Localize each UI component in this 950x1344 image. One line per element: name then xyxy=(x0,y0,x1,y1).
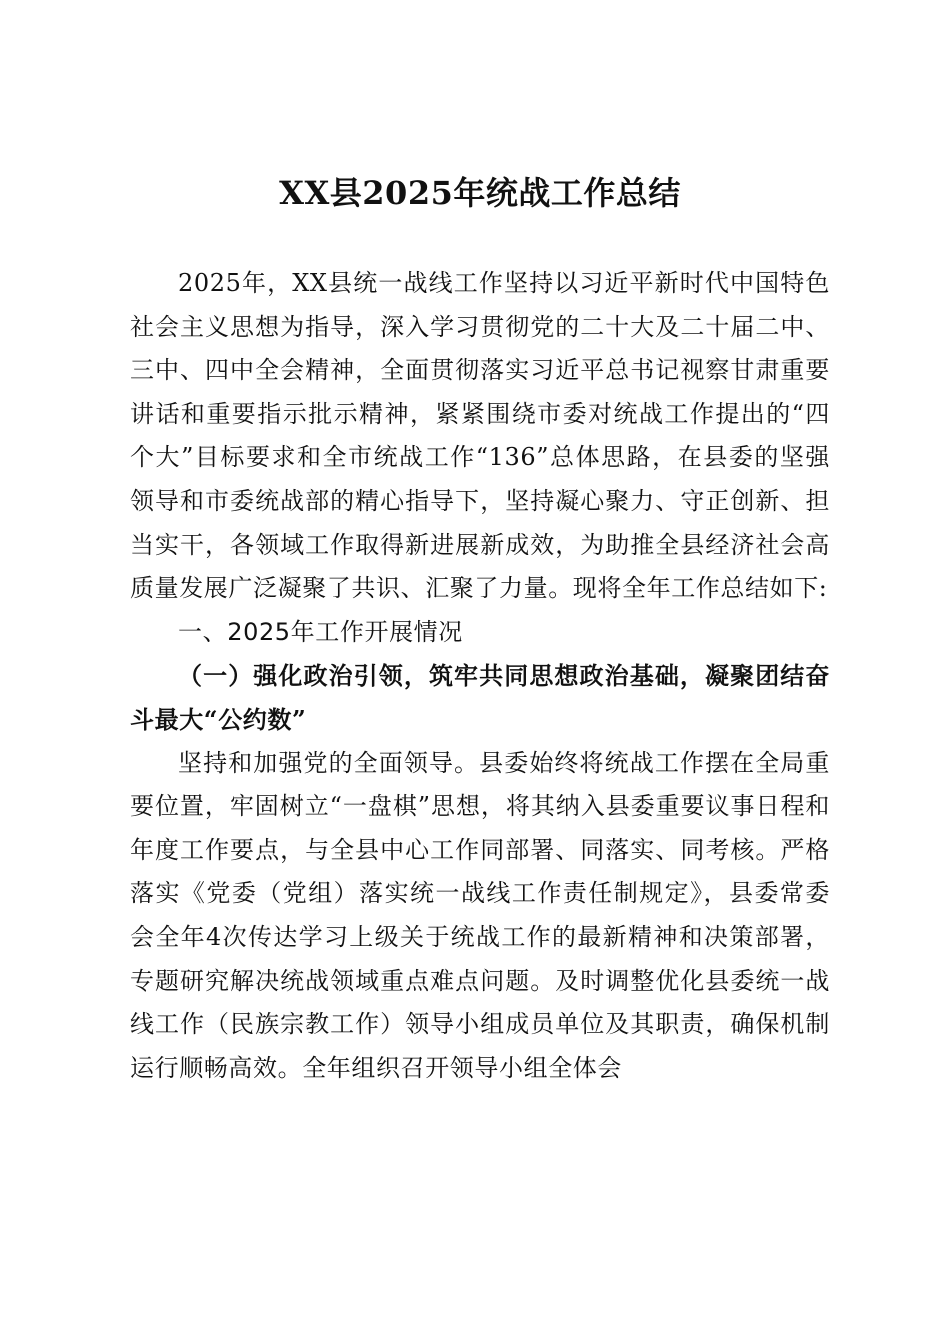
subsection-heading: （一）强化政治引领，筑牢共同思想政治基础，凝聚团结奋斗最大“公约数” xyxy=(130,661,830,734)
section-heading: 一、2025年工作开展情况 xyxy=(178,617,463,646)
intro-paragraph: 2025年，XX县统一战线工作坚持以习近平新时代中国特色社会主义思想为指导，深入学习贯彻党的二十大及二十届二中、三中、四中全会精神，全面贯彻落实习近平总书记视察甘肃重要讲话和重要指示批示精神，紧紧围绕市委对统战工作提出的“四个大”目标要求和全市统战工作“136”总体思路，在县委的坚强领导和市委统战部的精心指导下，坚持凝心聚力、守正创新、担当实干，各领域工作取得新进展新成效，为助推全县经济社会高质量发展广泛凝聚了共识、汇聚了力量。现将全年工作总结如下: xyxy=(130,269,830,603)
document-body xyxy=(130,262,830,1090)
document-title: XX县2025年统战工作总结 xyxy=(279,174,681,212)
body-paragraph: 坚持和加强党的全面领导。县委始终将统战工作摆在全局重要位置，牢固树立“一盘棋”思想，将其纳入县委重要议事日程和年度工作要点，与全县中心工作同部署、同落实、同考核。严格落实《党委（党组）落实统一战线工作责任制规定》，县委常委会全年4次传达学习上级关于统战工作的最新精神和决策部署，专题研究解决统战领域重点难点问题。及时调整优化县委统一战线工作（民族宗教工作）领导小组成员单位及其职责，确保机制运行顺畅高效。全年组织召开领导小组全体会 xyxy=(130,748,830,1082)
